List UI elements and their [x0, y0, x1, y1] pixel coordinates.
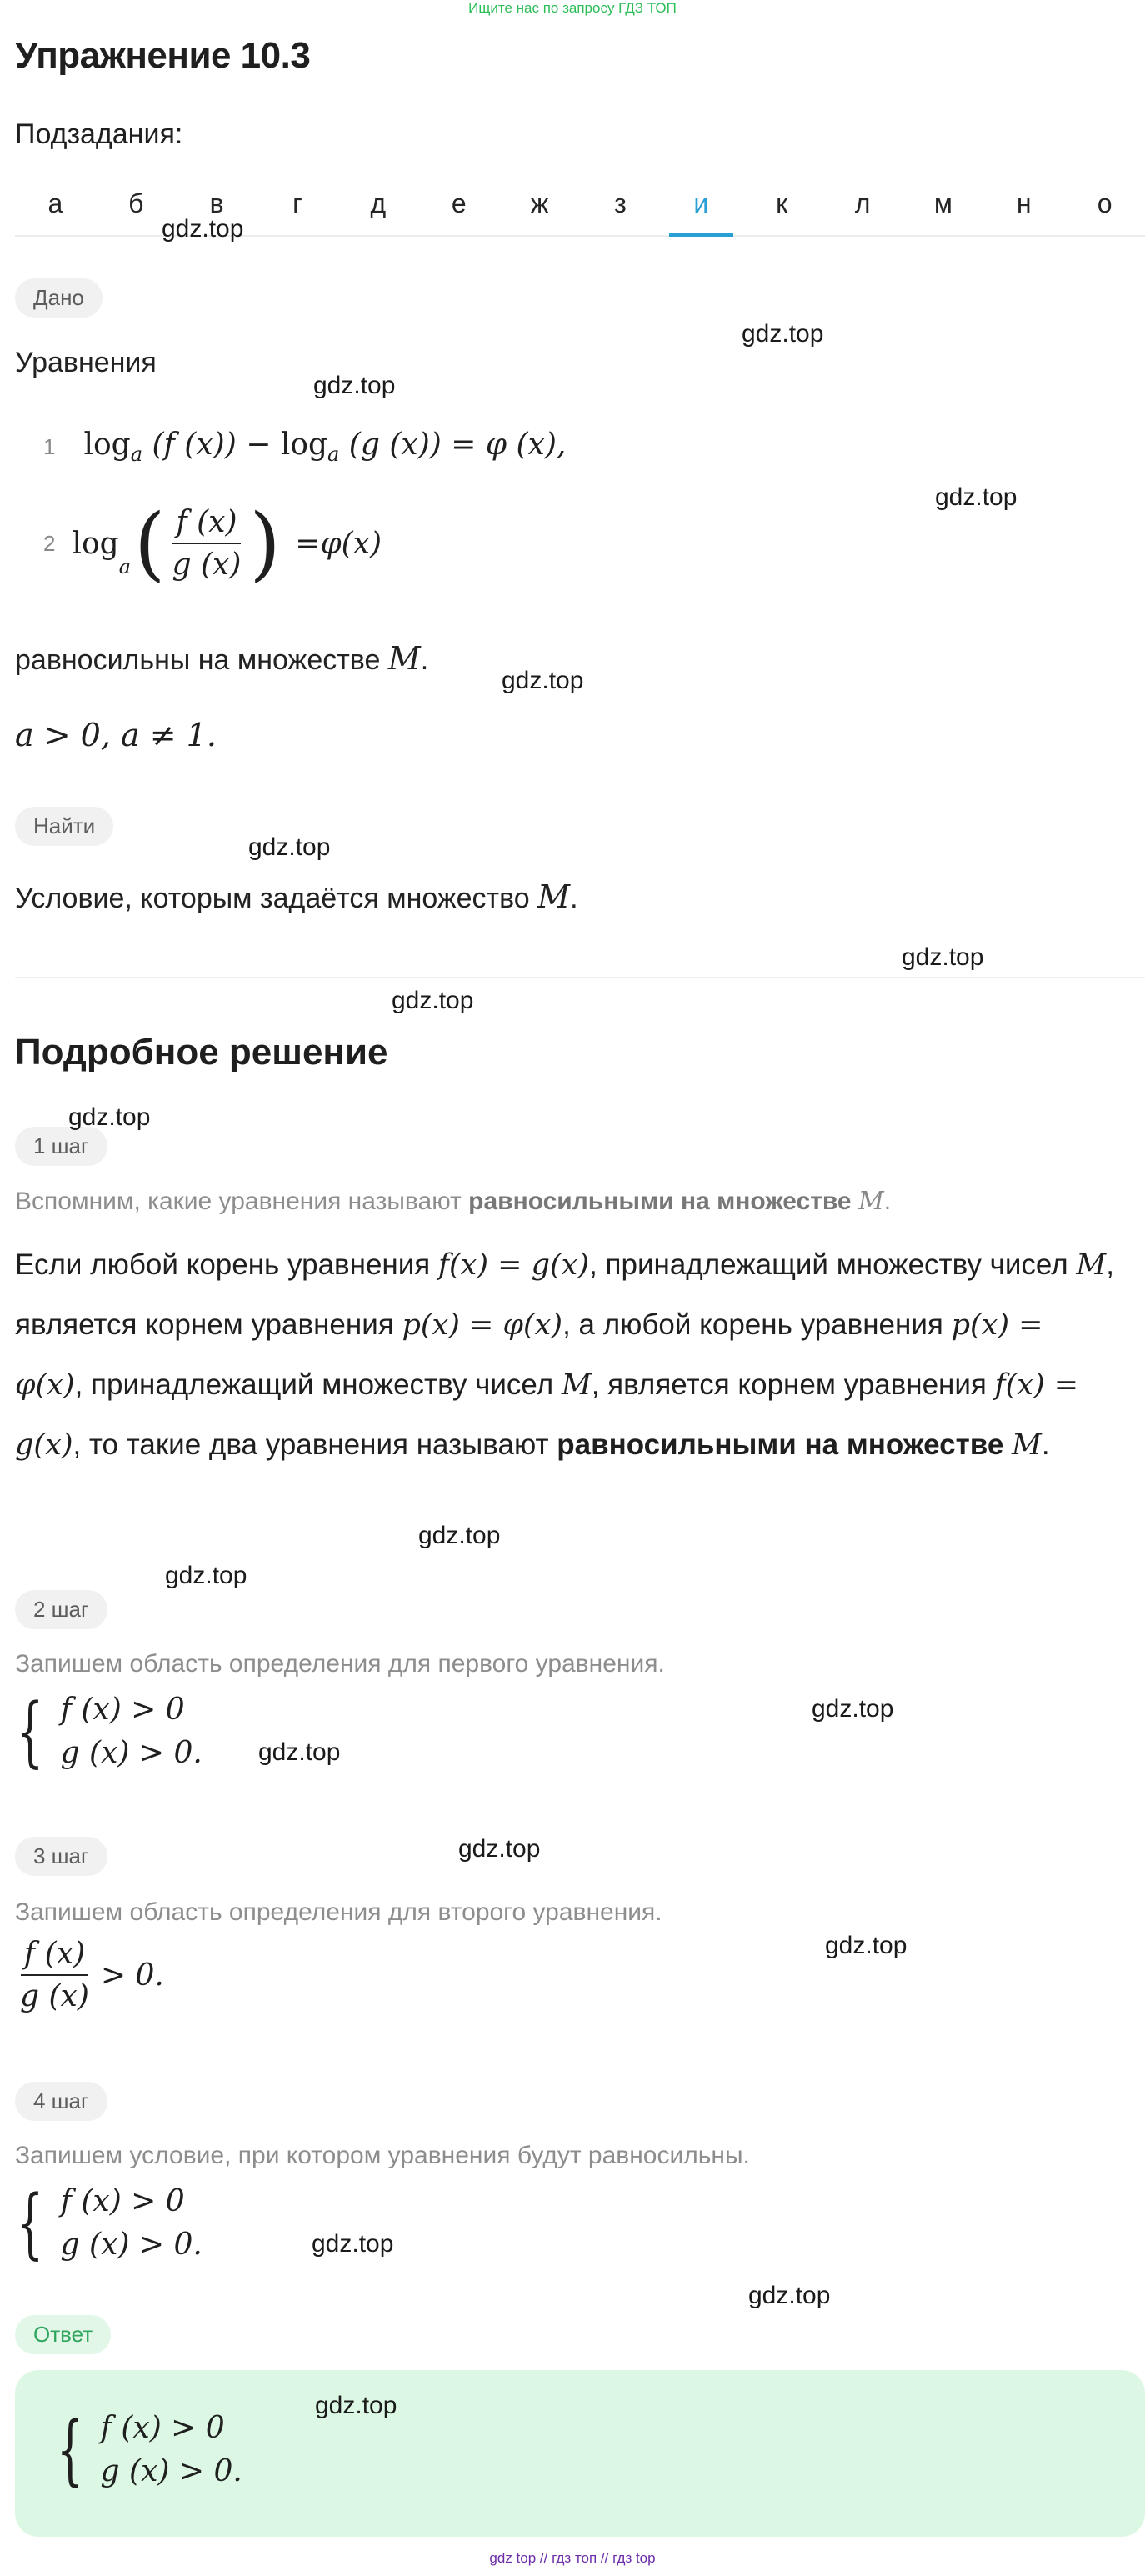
- watermark: gdz.top: [458, 1835, 541, 1863]
- watermark: gdz.top: [742, 320, 824, 348]
- top-search-hint: Ищите нас по запросу ГДЗ ТОП: [468, 0, 677, 16]
- equation-1: 1 $\log_a (f$ $(x)) - \log_a (g$ (x)) = φ (x),: [43, 428, 567, 467]
- section-divider: [15, 977, 1145, 978]
- solution-title: Подробное решение: [15, 1032, 388, 1073]
- watermark: gdz.top: [812, 1695, 894, 1723]
- watermark: gdz.top: [312, 2230, 394, 2258]
- equivalence-label: равносильны на множестве: [15, 644, 381, 676]
- watermark: gdz.top: [248, 833, 331, 861]
- answer-box: [15, 2370, 1145, 2537]
- find-text: Условие, которым задаётся множество M.: [15, 878, 578, 915]
- watermark: gdz.top: [502, 667, 584, 694]
- tab-e[interactable]: е: [451, 188, 467, 218]
- footer-links: gdz top // гдз топ // гдз top: [489, 2550, 656, 2566]
- watermark: gdz.top: [315, 2392, 398, 2419]
- step-3-inequality: $\frac{f (x)}{g (x)}$ > 0.: [20, 1937, 164, 2013]
- page-title: Упражнение 10.3: [15, 35, 311, 76]
- step-4-badge: 4 шаг: [15, 2082, 108, 2121]
- watermark: gdz.top: [902, 943, 984, 971]
- answer-system: { f (x) > 0 g (x) > 0.: [57, 2405, 242, 2494]
- base-condition: a > 0, a ≠ 1.: [15, 717, 217, 753]
- step-1-intro-text: Вспомним, какие уравнения называют: [15, 1188, 462, 1215]
- tab-n[interactable]: н: [1016, 188, 1032, 218]
- equivalence-text: равносильны на множестве M.: [15, 640, 429, 677]
- find-label: Условие, которым задаётся множество: [15, 883, 530, 914]
- watermark: gdz.top: [68, 1103, 151, 1131]
- equation-1-number: 1: [43, 434, 56, 459]
- step-1-intro-bold: равносильными на множестве: [468, 1188, 852, 1215]
- step-3-intro: Запишем область определения для второго уравнения.: [15, 1898, 662, 1926]
- tab-a[interactable]: а: [48, 188, 63, 218]
- step-1-intro: Вспомним, какие уравнения называют равносильными на множестве M.: [15, 1187, 892, 1216]
- find-set-symbol: M: [538, 878, 571, 915]
- equation-2: 2 log $_a$ ( $\frac{f (x)}{g (x)}$ ) = φ ( x ): [43, 497, 382, 590]
- tab-z[interactable]: з: [614, 188, 627, 218]
- step-1-definition: Если любой корень уравнения f(x) = g(x), принадлежащий множеству чисел M, является корнем уравнения p(x) = φ(x), а любой корень уравнения p(x) = φ(x), принадлежащий множеству чисел M, является корнем уравнения f(x) = g(x), то такие два уравнения называют равносильными на множестве M.: [15, 1248, 1114, 1462]
- tab-m[interactable]: м: [933, 188, 952, 218]
- definition-bold: равносильными на множестве: [557, 1428, 1004, 1461]
- tab-g[interactable]: г: [292, 188, 302, 218]
- answer-badge: Ответ: [15, 2315, 111, 2354]
- tab-l[interactable]: л: [854, 188, 871, 218]
- step-2-intro: Запишем область определения для первого уравнения.: [15, 1650, 665, 1678]
- given-badge: Дано: [15, 278, 102, 318]
- step-2-system: { f (x) > 0 g (x) > 0.: [17, 1687, 202, 1776]
- step-3-badge: 3 шаг: [15, 1837, 108, 1876]
- tab-i[interactable]: и: [661, 165, 742, 235]
- set-symbol: M: [388, 640, 421, 677]
- tab-k[interactable]: к: [776, 188, 788, 218]
- subtasks-label: Подзадания:: [15, 118, 183, 150]
- tab-zh[interactable]: ж: [530, 188, 549, 218]
- watermark: gdz.top: [935, 483, 1018, 511]
- watermark: gdz.top: [258, 1738, 341, 1766]
- step-4-system: { f (x) > 0 g (x) > 0.: [17, 2178, 202, 2268]
- step-4-intro: Запишем условие, при котором уравнения будут равносильны.: [15, 2142, 750, 2169]
- step-1-badge: 1 шаг: [15, 1127, 108, 1166]
- equation-2-number: 2: [43, 530, 56, 556]
- step-2-badge: 2 шаг: [15, 1590, 108, 1629]
- tab-b[interactable]: б: [128, 188, 144, 218]
- watermark: gdz.top: [392, 987, 474, 1014]
- given-heading: Уравнения: [15, 347, 157, 378]
- watermark: gdz.top: [418, 1522, 501, 1549]
- tab-o[interactable]: о: [1097, 188, 1112, 218]
- watermark: gdz.top: [748, 2282, 831, 2309]
- find-badge: Найти: [15, 807, 113, 846]
- watermark: gdz.top: [825, 1932, 908, 1959]
- tab-v[interactable]: в: [209, 188, 224, 218]
- watermark: gdz.top: [165, 1562, 248, 1589]
- step-1-set-symbol: M: [858, 1187, 884, 1216]
- watermark: gdz.top: [162, 215, 244, 243]
- watermark: gdz.top: [313, 372, 396, 399]
- tab-d[interactable]: д: [370, 188, 387, 218]
